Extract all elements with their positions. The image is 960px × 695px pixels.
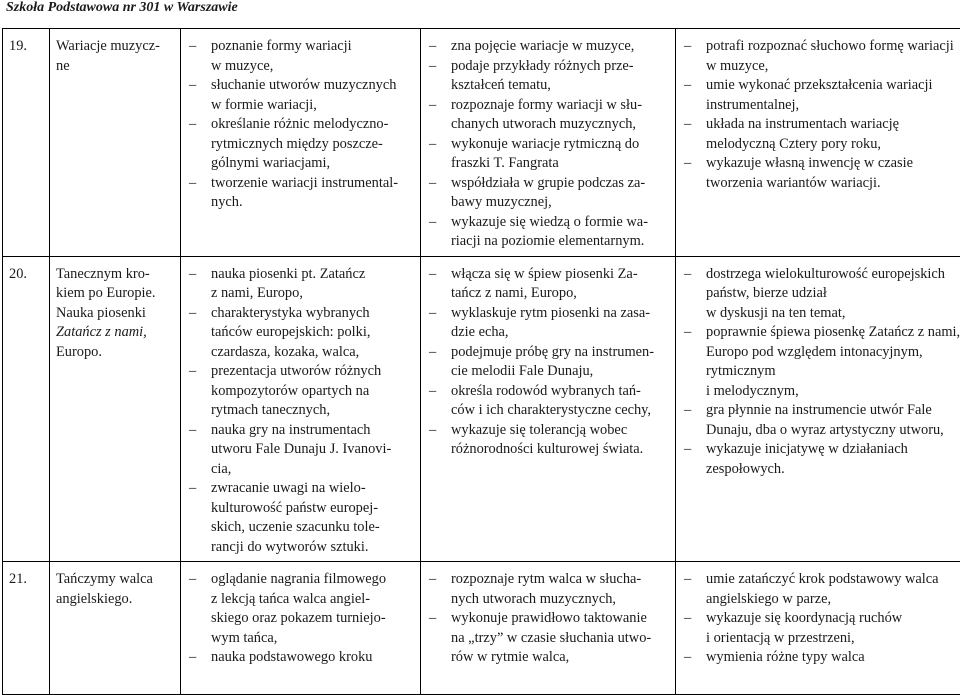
extended-requirements-cell <box>676 256 960 562</box>
item-line: – nauka podstawowego kroku <box>211 648 416 668</box>
lesson-topic <box>50 256 181 562</box>
lesson-topic <box>50 562 181 695</box>
item-line: skich, uczenie szacunku tole- <box>211 518 416 538</box>
item-line: – wyklaskuje rytm piosenki na zasa- <box>451 304 671 324</box>
item-line: – nauka piosenki pt. Zatańcz <box>211 265 416 285</box>
list-item <box>682 570 960 609</box>
item-line: – charakterystyka wybranych <box>211 304 416 324</box>
list-item <box>187 174 416 213</box>
list-item <box>682 154 960 193</box>
topic-line: Tańczymy walca <box>56 570 176 590</box>
item-line: – słuchanie utworów muzycznych <box>211 76 416 96</box>
item-line: kompozytorów opartych na <box>211 382 416 402</box>
list-item <box>187 37 416 76</box>
list-item <box>427 135 671 174</box>
lesson-number: 21. <box>3 562 50 695</box>
item-line: chanych utworach muzycznych, <box>451 115 671 135</box>
list-item <box>682 323 960 401</box>
item-line: – rozpoznaje formy wariacji w słu- <box>451 96 671 116</box>
item-line: w formie wariacji, <box>211 96 416 116</box>
item-line: rytmicznych między poszcze- <box>211 135 416 155</box>
list-item <box>187 115 416 174</box>
item-line: w muzyce, <box>211 57 416 77</box>
item-line: – wykazuje się wiedzą o formie wa- <box>451 213 671 233</box>
item-line: państw, bierze udział <box>706 284 960 304</box>
teaching-content-cell <box>181 256 421 562</box>
item-line: – zwracanie uwagi na wielo- <box>211 479 416 499</box>
basic-requirements-cell <box>421 256 676 562</box>
item-line: – dostrzega wielokulturowość europejskich <box>706 265 960 285</box>
item-line: rancji do wytworów sztuki. <box>211 538 416 558</box>
list-item <box>682 440 960 479</box>
teaching-content-list <box>187 570 416 668</box>
item-line: – prezentacja utworów różnych <box>211 362 416 382</box>
item-line: – wykonuje prawidłowo taktowanie <box>451 609 671 629</box>
list-item <box>187 362 416 421</box>
item-line: ców i ich charakterystyczne cechy, <box>451 401 671 421</box>
topic-line: angielskiego. <box>56 590 176 610</box>
list-item <box>187 265 416 304</box>
item-line: melodyczną Cztery pory roku, <box>706 135 960 155</box>
item-line: – określanie różnic melodyczno- <box>211 115 416 135</box>
list-item <box>682 401 960 440</box>
item-line: z lekcją tańca walca angiel- <box>211 590 416 610</box>
topic-line: ne <box>56 57 176 77</box>
topic-line: Europo. <box>56 343 176 363</box>
item-line: – umie zatańczyć krok podstawowy walca <box>706 570 960 590</box>
list-item <box>427 96 671 135</box>
item-line: – układa na instrumentach wariację <box>706 115 960 135</box>
teaching-content-list <box>187 37 416 213</box>
item-line: nych. <box>211 193 416 213</box>
item-line: riacji na poziomie elementarnym. <box>451 232 671 252</box>
list-item <box>427 265 671 304</box>
item-line: dzie echa, <box>451 323 671 343</box>
item-line: różnorodności kulturowej świata. <box>451 440 671 460</box>
item-line: – wykazuje inicjatywę w działaniach <box>706 440 960 460</box>
list-item <box>427 37 671 57</box>
item-line: wym tańca, <box>211 629 416 649</box>
topic-line: Nauka piosenki <box>56 304 176 324</box>
item-line: kształceń tematu, <box>451 76 671 96</box>
list-item <box>427 213 671 252</box>
item-line: Europo pod względem intonacyjnym, <box>706 343 960 363</box>
item-line: – poprawnie śpiewa piosenkę Zatańcz z nami, <box>706 323 960 343</box>
extended-requirements-cell <box>676 562 960 695</box>
lesson-row <box>3 562 960 695</box>
extended-requirements-list <box>682 570 960 668</box>
teaching-content-cell <box>181 562 421 695</box>
list-item <box>187 479 416 557</box>
lesson-row <box>3 29 960 257</box>
list-item <box>427 421 671 460</box>
lesson-number: 20. <box>3 256 50 562</box>
item-line: z nami, Europo, <box>211 284 416 304</box>
topic-line: Wariacje muzycz- <box>56 37 176 57</box>
item-line: fraszki T. Fangrata <box>451 154 671 174</box>
list-item <box>427 609 671 668</box>
list-item <box>682 37 960 76</box>
item-line: – podejmuje próbę gry na instrumen- <box>451 343 671 363</box>
item-line: – rozpoznaje rytm walca w słucha- <box>451 570 671 590</box>
item-line: – oglądanie nagrania filmowego <box>211 570 416 590</box>
teaching-content-list <box>187 265 416 558</box>
basic-requirements-cell <box>421 29 676 257</box>
item-line: tańcz z nami, Europo, <box>451 284 671 304</box>
list-item <box>682 76 960 115</box>
basic-requirements-list <box>427 265 671 460</box>
list-item <box>187 421 416 480</box>
list-item <box>427 174 671 213</box>
item-line: instrumentalnej, <box>706 96 960 116</box>
item-line: zespołowych. <box>706 460 960 480</box>
list-item <box>682 648 960 668</box>
list-item <box>427 382 671 421</box>
item-line: – gra płynnie na instrumencie utwór Fale <box>706 401 960 421</box>
list-item <box>682 115 960 154</box>
item-line: bawy muzycznej, <box>451 193 671 213</box>
item-line: rytmicznym <box>706 362 960 382</box>
list-item <box>427 570 671 609</box>
extended-requirements-cell <box>676 29 960 257</box>
item-line: kulturowość państw europej- <box>211 499 416 519</box>
lesson-topic <box>50 29 181 257</box>
item-line: tańców europejskich: polki, <box>211 323 416 343</box>
item-line: – włącza się w śpiew piosenki Za- <box>451 265 671 285</box>
lesson-number: 19. <box>3 29 50 257</box>
item-line: cia, <box>211 460 416 480</box>
topic-line: Tanecznym kro- <box>56 265 176 285</box>
basic-requirements-list <box>427 570 671 668</box>
item-line: – wykazuje się tolerancją wobec <box>451 421 671 441</box>
item-line: angielskiego w parze, <box>706 590 960 610</box>
list-item <box>187 570 416 648</box>
item-line: – podaje przykłady różnych prze- <box>451 57 671 77</box>
list-item <box>187 76 416 115</box>
item-line: – umie wykonać przekształcenia wariacji <box>706 76 960 96</box>
basic-requirements-cell <box>421 562 676 695</box>
extended-requirements-list <box>682 265 960 480</box>
list-item <box>682 265 960 324</box>
item-line: – zna pojęcie wariacje w muzyce, <box>451 37 671 57</box>
basic-requirements-list <box>427 37 671 252</box>
lesson-row <box>3 256 960 562</box>
list-item <box>427 304 671 343</box>
list-item <box>187 304 416 363</box>
item-line: – poznanie formy wariacji <box>211 37 416 57</box>
teaching-content-cell <box>181 29 421 257</box>
item-line: – wykonuje wariacje rytmiczną do <box>451 135 671 155</box>
item-line: czardasza, kozaka, walca, <box>211 343 416 363</box>
item-line: nych utworach muzycznych, <box>451 590 671 610</box>
item-line: – współdziała w grupie podczas za- <box>451 174 671 194</box>
extended-requirements-list <box>682 37 960 193</box>
item-line: Dunaju, dba o wyraz artystyczny utworu, <box>706 421 960 441</box>
item-line: cie melodii Fale Dunaju, <box>451 362 671 382</box>
list-item <box>427 343 671 382</box>
item-line: w dyskusji na ten temat, <box>706 304 960 324</box>
list-item <box>427 57 671 96</box>
item-line: – wykazuje się koordynacją ruchów <box>706 609 960 629</box>
item-line: rytmach tanecznych, <box>211 401 416 421</box>
item-line: utworu Fale Dunaju J. Ivanovi- <box>211 440 416 460</box>
item-line: – nauka gry na instrumentach <box>211 421 416 441</box>
item-line: tworzenia wariantów wariacji. <box>706 174 960 194</box>
item-line: skiego oraz pokazem turniejo- <box>211 609 416 629</box>
item-line: gólnymi wariacjami, <box>211 154 416 174</box>
item-line: – potrafi rozpoznać słuchowo formę wariacji <box>706 37 960 57</box>
topic-line: kiem po Europie. <box>56 284 176 304</box>
item-line: w muzyce, <box>706 57 960 77</box>
item-line: na „trzy” w czasie słuchania utwo- <box>451 629 671 649</box>
list-item <box>682 609 960 648</box>
item-line: – tworzenie wariacji instrumental- <box>211 174 416 194</box>
item-line: i orientacją w przestrzeni, <box>706 629 960 649</box>
school-header: Szkoła Podstawowa nr 301 w Warszawie <box>6 0 238 16</box>
item-line: – wykazuje własną inwencję w czasie <box>706 154 960 174</box>
item-line: rów w rytmie walca, <box>451 648 671 668</box>
item-line: – wymienia różne typy walca <box>706 648 960 668</box>
list-item <box>187 648 416 668</box>
curriculum-table <box>2 28 960 695</box>
item-line: – określa rodowód wybranych tań- <box>451 382 671 402</box>
topic-line: Zatańcz z nami, <box>56 323 176 343</box>
item-line: i melodycznym, <box>706 382 960 402</box>
